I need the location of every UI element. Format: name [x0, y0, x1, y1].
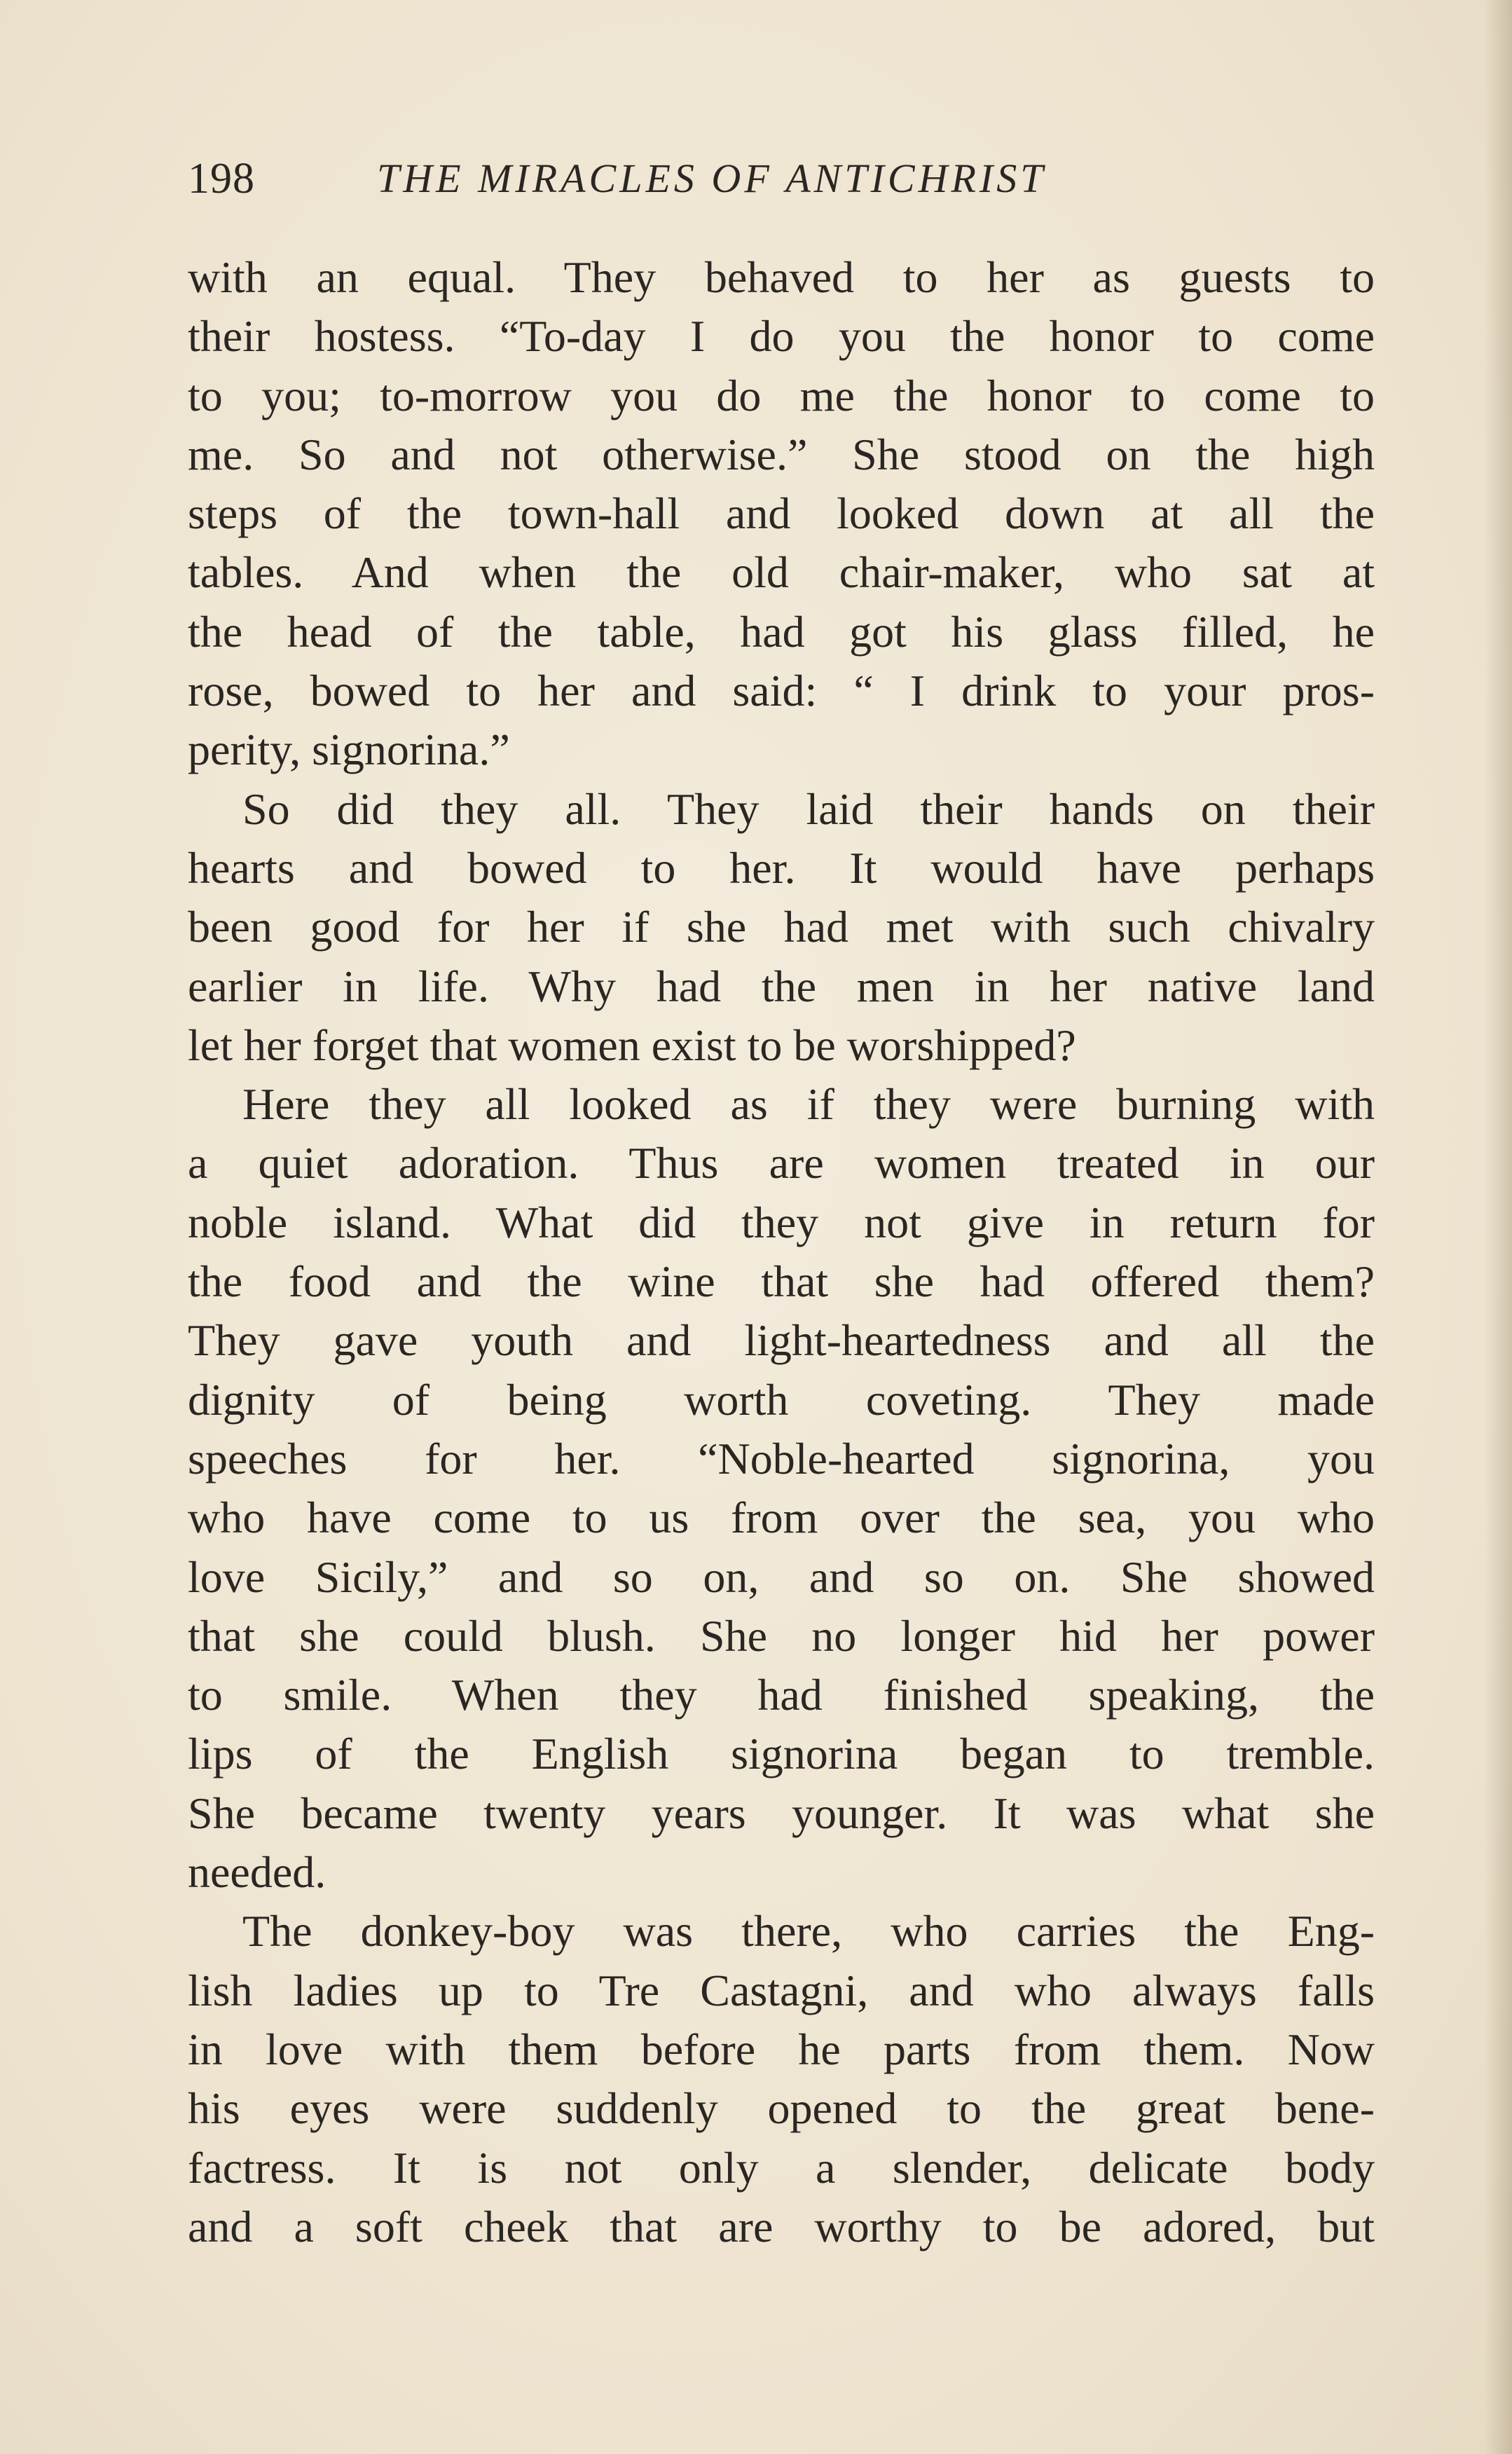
text-line: that she could blush. She no longer hid her power — [188, 1610, 1375, 1661]
text-line: The donkey-boy was there, who carries the Eng- — [242, 1906, 1375, 1956]
text-line: noble island. What did they not give in return for — [188, 1197, 1375, 1247]
text-line: dignity of being worth coveting. They made — [188, 1374, 1375, 1425]
text-line: So did they all. They laid their hands on their — [242, 783, 1375, 834]
paragraph-1 — [188, 248, 1375, 780]
text-line: tables. And when the old chair-maker, who sat at — [188, 547, 1375, 598]
text-line: who have come to us from over the sea, you who — [188, 1493, 1375, 1543]
running-title: THE MIRACLES OF ANTICHRIST — [377, 156, 1047, 201]
text-line: his eyes were suddenly opened to the great bene- — [188, 2083, 1375, 2134]
text-line: lips of the English signorina began to tremble. — [188, 1729, 1375, 1779]
text-line: been good for her if she had met with such chivalry — [188, 902, 1375, 952]
text-line: the food and the wine that she had offered them? — [188, 1256, 1375, 1307]
page-edge-shadow — [1484, 0, 1512, 2454]
text-line: lish ladies up to Tre Castagni, and who always falls — [188, 1965, 1375, 2015]
running-header — [188, 147, 1379, 210]
text-line: to you; to-morrow you do me the honor to come to — [188, 370, 1375, 420]
text-line: to smile. When they had finished speaking, the — [188, 1670, 1375, 1720]
text-line: Here they all looked as if they were burning with — [242, 1079, 1375, 1130]
text-line: me. So and not otherwise.” She stood on the high — [188, 429, 1375, 479]
text-line: needed. — [188, 1847, 327, 1898]
text-line: hearts and bowed to her. It would have perhaps — [188, 842, 1375, 893]
text-line: She became twenty years younger. It was what she — [188, 1788, 1375, 1838]
body-text — [188, 248, 1375, 2256]
text-line: perity, signorina.” — [188, 725, 510, 775]
paragraph-2 — [188, 780, 1375, 1075]
text-line: speeches for her. “Noble-hearted signorina, you — [188, 1433, 1375, 1483]
text-line: factress. It is not only a slender, delicate body — [188, 2142, 1375, 2193]
text-line: steps of the town-hall and looked down at all the — [188, 488, 1375, 539]
text-line: with an equal. They behaved to her as guests to — [188, 252, 1375, 302]
paragraph-3 — [188, 1075, 1375, 1902]
text-line: let her forget that women exist to be worshipped? — [188, 1020, 1076, 1070]
page-number: 198 — [188, 155, 255, 203]
text-line: They gave youth and light-heartedness and all the — [188, 1315, 1375, 1366]
paragraph-4 — [188, 1902, 1375, 2256]
text-line: rose, bowed to her and said: “ I drink to your pros- — [188, 666, 1375, 716]
text-line: love Sicily,” and so on, and so on. She showed — [188, 1551, 1375, 1602]
text-line: and a soft cheek that are worthy to be adored, but — [188, 2201, 1375, 2251]
text-line: a quiet adoration. Thus are women treated in our — [188, 1138, 1375, 1188]
text-line: their hostess. “To-day I do you the honor to come — [188, 311, 1375, 362]
text-line: earlier in life. Why had the men in her native land — [188, 961, 1375, 1011]
text-line: in love with them before he parts from them. Now — [188, 2024, 1375, 2074]
text-line: the head of the table, had got his glass filled, he — [188, 606, 1375, 657]
